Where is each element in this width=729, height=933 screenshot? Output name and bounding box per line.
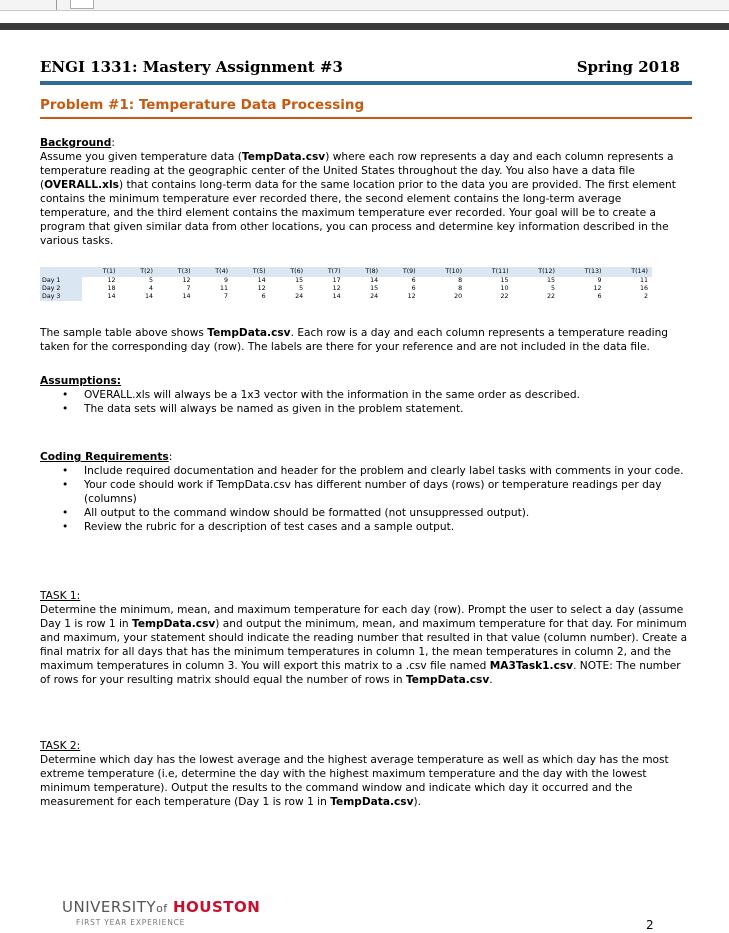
- table-cell: 12: [257, 285, 266, 292]
- list-item: • The data sets will always be named as given in the problem statement.: [40, 402, 690, 416]
- col-header: T(6): [270, 267, 308, 277]
- table-cell: 8: [458, 277, 463, 284]
- col-header: T(1): [82, 267, 120, 277]
- background-text: Assume you given temperature data (TempData.csv) where each row represents a day and each column represents a temperature reading at the geographic center of the United States throughout the day. You also have a data file (OVERALL.xls) that contains long-term data for the same location prior to the data you are provided. The first element contains the minimum temperature ever recorded there, the second element contains the long-term average temperature, and the third element contains the maximum temperature ever recorded. Your goal will be to create a program that given similar data from other locations, you can process and determine key information described in the various tasks.: [40, 151, 676, 247]
- col-header: T(7): [307, 267, 345, 277]
- table-cell: 14: [332, 293, 341, 300]
- col-header: T(3): [157, 267, 195, 277]
- col-header: T(9): [382, 267, 420, 277]
- table-caption: The sample table above shows TempData.csv. Each row is a day and each column represents a temperature reading taken for the corresponding day (row). The labels are there for your reference and are not included in the data file.: [40, 327, 669, 353]
- table-cell: 5: [299, 285, 304, 292]
- problem-rule: [40, 117, 692, 119]
- task2-text: Determine which day has the lowest average and the highest average temperature as well as which day has the most extreme temperature (i.e, determine the day with the highest maximum temperature and the day with the lowest minimum temperature). Output the results to the command window and indicate which day it occurred and the measurement for each temperature (Day 1 is row 1 in TempData.csv).: [40, 754, 669, 808]
- course-title: ENGI 1331: Mastery Assignment #3: [40, 58, 343, 76]
- table-cell: 18: [107, 285, 116, 292]
- list-item: • Review the rubric for a description of test cases and a sample output.: [40, 520, 690, 534]
- col-header: T(12): [513, 267, 559, 277]
- table-cell: 12: [182, 277, 191, 284]
- university-logo: UNIVERSITYof HOUSTON FIRST YEAR EXPERIENCE: [62, 898, 261, 927]
- table-cell: 12: [107, 277, 116, 284]
- table-cell: 22: [546, 293, 555, 300]
- table-cell: 6: [411, 285, 416, 292]
- row-label: Day 2: [40, 285, 82, 293]
- table-cell: 14: [107, 293, 116, 300]
- table-cell: 6: [261, 293, 266, 300]
- table-cell: 5: [550, 285, 555, 292]
- table-cell: 17: [332, 277, 341, 284]
- table-cell: 9: [224, 277, 229, 284]
- table-cell: 16: [639, 285, 648, 292]
- logo-subtitle: FIRST YEAR EXPERIENCE: [76, 918, 186, 927]
- strip-divider: [56, 0, 57, 10]
- list-item: • All output to the command window should be formatted (not unsuppressed output).: [40, 506, 690, 520]
- col-header: T(13): [559, 267, 605, 277]
- table-cell: 15: [500, 277, 509, 284]
- term-label: Spring 2018: [576, 58, 680, 76]
- table-cell: 5: [149, 277, 154, 284]
- row-label: Day 1: [40, 277, 82, 285]
- table-cell: 14: [182, 293, 191, 300]
- col-header: T(14): [605, 267, 652, 277]
- table-header-row: [40, 267, 652, 277]
- background-heading: Background: [40, 137, 112, 149]
- table-cell: 2: [643, 293, 648, 300]
- table-cell: 11: [220, 285, 229, 292]
- list-item: • Include required documentation and header for the problem and clearly label tasks with comments in your code.: [40, 464, 690, 478]
- table-cell: 11: [639, 277, 648, 284]
- task2-section: [40, 739, 690, 809]
- list-item: • OVERALL.xls will always be a 1x3 vector with the information in the same order as described.: [40, 388, 690, 402]
- row-label: Day 3: [40, 293, 82, 301]
- page-number: 2: [646, 918, 654, 932]
- table-cell: 15: [370, 285, 379, 292]
- table-cell: 20: [454, 293, 463, 300]
- table-cell: 7: [224, 293, 229, 300]
- table-row: [40, 285, 652, 293]
- table-cell: 12: [593, 285, 602, 292]
- table-corner: [40, 267, 82, 277]
- strip-tab[interactable]: [70, 0, 94, 9]
- coding-heading: Coding Requirements: [40, 451, 169, 463]
- background-section: Background: Assume you given temperature data (TempData.csv) where each row represents a day and each column represents a temperature reading at the geographic center of the United States throughout the day. You also have a data file (OVERALL.xls) that contains long-term data for the same location prior to the data you are provided. The first element contains the minimum temperature ever recorded there, the second element contains the long-term average temperature, and the third element contains the maximum temperature ever recorded. Your goal will be to create a program that given similar data from other locations, you can process and determine key information described in the various tasks.: [40, 136, 690, 248]
- col-header: T(4): [195, 267, 233, 277]
- table-row: [40, 293, 652, 301]
- table-cell: 12: [407, 293, 416, 300]
- table-cell: 24: [295, 293, 304, 300]
- table-cell: 9: [597, 277, 602, 284]
- table-cell: 12: [332, 285, 341, 292]
- sample-data-table: [40, 267, 652, 301]
- window-top-strip: [0, 0, 729, 11]
- list-item: • Your code should work if TempData.csv has different number of days (rows) or temperature readings per day (columns): [40, 478, 690, 506]
- table-cell: 14: [145, 293, 154, 300]
- table-cell: 6: [411, 277, 416, 284]
- task1-text: Determine the minimum, mean, and maximum temperature for each day (row). Prompt the user to select a day (assume Day 1 is row 1 in TempData.csv) and output the minimum, mean, and maximum temperature for that day. For minimum and maximum, your statement should indicate the reading number that resulted in that value (column number). Create a final matrix for all days that has the minimum temperatures in column 1, the mean temperatures in column 2, and the maximum temperatures in column 3. You will export this matrix to a .csv file named MA3Task1.csv. NOTE: The number of rows for your resulting matrix should equal the number of rows in TempData.csv.: [40, 604, 688, 686]
- document-top-bar: [0, 23, 729, 30]
- page-header: [40, 58, 692, 78]
- table-cell: 7: [186, 285, 191, 292]
- table-cell: 24: [370, 293, 379, 300]
- table-cell: 8: [458, 285, 463, 292]
- coding-requirements-section: Coding Requirements: • Include required documentation and header for the problem and clearly label tasks with comments in your code. • Your code should work if TempData.csv has different number of days (rows) or temperature readings per day (columns) • All output to the command window should be formatted (not unsuppressed output). • Review the rubric for a description of test cases and a sample output.: [40, 450, 690, 534]
- table-row: [40, 277, 652, 285]
- table-cell: 14: [370, 277, 379, 284]
- table-cell: 10: [500, 285, 509, 292]
- col-header: T(2): [120, 267, 158, 277]
- assumptions-heading: Assumptions:: [40, 375, 122, 387]
- table-cell: 6: [597, 293, 602, 300]
- col-header: T(10): [420, 267, 466, 277]
- col-header: T(11): [466, 267, 512, 277]
- task2-heading: TASK 2:: [40, 740, 81, 752]
- table-cell: 14: [257, 277, 266, 284]
- task1-section: [40, 589, 690, 687]
- header-rule: [40, 81, 692, 85]
- col-header: T(5): [232, 267, 270, 277]
- table-cell: 4: [149, 285, 154, 292]
- table-cell: 22: [500, 293, 509, 300]
- table-cell: 15: [546, 277, 555, 284]
- col-header: T(8): [345, 267, 383, 277]
- problem-title: Problem #1: Temperature Data Processing: [40, 97, 365, 113]
- task1-heading: TASK 1:: [40, 590, 81, 602]
- assumptions-section: [40, 374, 690, 416]
- table-cell: 15: [295, 277, 304, 284]
